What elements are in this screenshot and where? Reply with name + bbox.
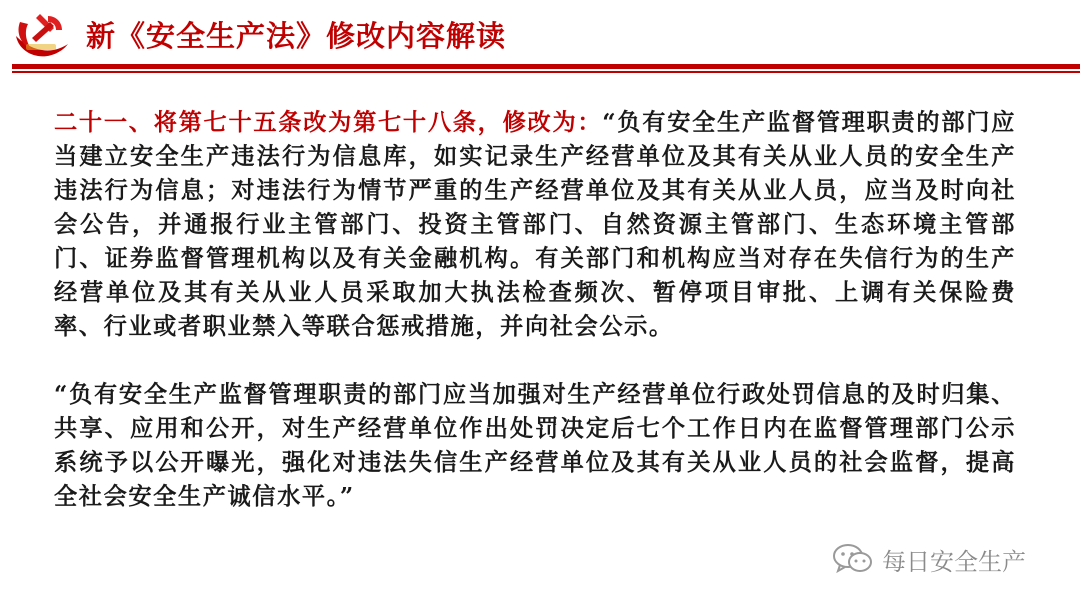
party-emblem-icon bbox=[10, 8, 74, 60]
article-paragraph-1 bbox=[54, 106, 1016, 344]
wechat-icon bbox=[832, 543, 874, 575]
article-content bbox=[54, 106, 1016, 514]
header-rule-thick bbox=[12, 64, 1080, 69]
header-rule-thin bbox=[12, 71, 1080, 73]
article-paragraph-2: “负有安全生产监督管理职责的部门应当加强对生产经营单位行政处罚信息的及时归集、共享、应用和公开，对生产经营单位作出处罚决定后七个工作日内在监督管理部门公示系统予以公开曝光，强化对违法失信生产经营单位及其有关从业人员的社会监督，提高全社会安全生产诚信水平。” bbox=[54, 381, 1016, 510]
header bbox=[0, 0, 1080, 62]
page-title: 新《安全生产法》修改内容解读 bbox=[86, 19, 507, 53]
article-lead: 二十一、将第七十五条改为第七十八条，修改为： bbox=[54, 109, 603, 136]
article-paragraph-1-body: “负有安全生产监督管理职责的部门应当建立安全生产违法行为信息库，如实记录生产经营单位及其有关从业人员的安全生产违法行为信息；对违法行为情节严重的生产经营单位及其有关从业人员，应当及时向社会公告，并通报行业主管部门、投资主管部门、自然资源主管部门、生态环境主管部门、证券监督管理机构以及有关金融机构。有关部门和机构应当对存在失信行为的生产经营单位及其有关从业人员采取加大执法检查频次、暂停项目审批、上调有关保险费率、行业或者职业禁入等联合惩戒措施，并向社会公示。 bbox=[54, 109, 1016, 340]
watermark-text: 每日安全生产 bbox=[882, 547, 1026, 576]
watermark bbox=[832, 541, 1026, 577]
